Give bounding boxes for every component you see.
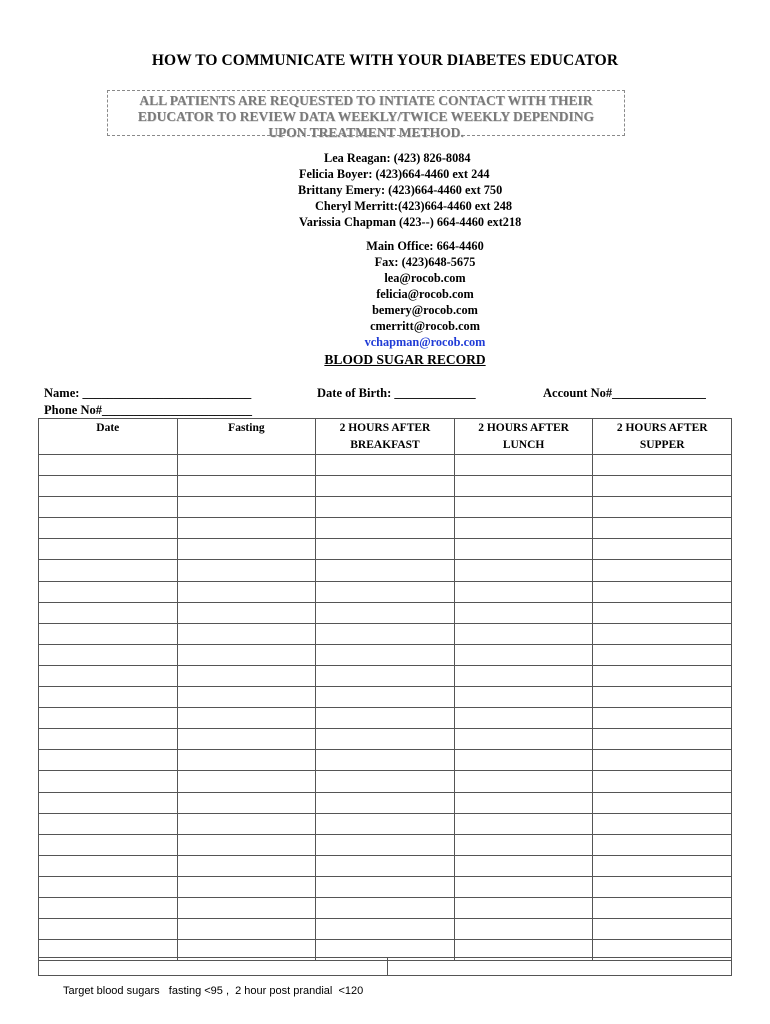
- cell-after-lunch[interactable]: [454, 897, 593, 918]
- cell-fasting[interactable]: [177, 897, 316, 918]
- main-office-phone: Main Office: 664-4460: [366, 239, 484, 253]
- cell-after-lunch[interactable]: [454, 813, 593, 834]
- cell-after-lunch[interactable]: [454, 560, 593, 581]
- cell-after-lunch[interactable]: [454, 476, 593, 497]
- cell-fasting[interactable]: [177, 855, 316, 876]
- table-body: [39, 455, 732, 961]
- cell-fasting[interactable]: [177, 919, 316, 940]
- cell-after-lunch[interactable]: [454, 708, 593, 729]
- notice-line-2: EDUCATOR TO REVIEW DATA WEEKLY/TWICE WEEKLY DEPENDING: [137, 109, 595, 124]
- dob-field[interactable]: Date of Birth: _____________: [317, 386, 476, 400]
- cell-after-breakfast[interactable]: [316, 497, 455, 518]
- cell-fasting[interactable]: [177, 665, 316, 686]
- table-row: [39, 665, 732, 686]
- table-row: [39, 644, 732, 665]
- table-row: [39, 518, 732, 539]
- table-row: [39, 539, 732, 560]
- cell-fasting[interactable]: [177, 518, 316, 539]
- cell-after-lunch[interactable]: [454, 855, 593, 876]
- cell-date[interactable]: [39, 813, 178, 834]
- cell-after-supper[interactable]: [593, 708, 732, 729]
- table-footer-row: [39, 958, 732, 976]
- cell-after-lunch[interactable]: [454, 834, 593, 855]
- table-row: [39, 497, 732, 518]
- notice-box: [107, 90, 625, 140]
- cell-fasting[interactable]: [177, 876, 316, 897]
- cell-after-supper[interactable]: [593, 919, 732, 940]
- email-link-vchapman[interactable]: vchapman@rocob.com: [364, 335, 486, 349]
- cell-fasting[interactable]: [177, 750, 316, 771]
- header-after-breakfast: 2 HOURS AFTER BREAKFAST: [316, 419, 455, 455]
- page-title: HOW TO COMMUNICATE WITH YOUR DIABETES EDUCATOR: [151, 52, 619, 69]
- table-row: [39, 834, 732, 855]
- target-blood-sugars-note: Target blood sugars fasting <95 , 2 hour post prandial <120: [63, 985, 364, 997]
- cell-after-lunch[interactable]: [454, 497, 593, 518]
- table-row: [39, 560, 732, 581]
- cell-after-breakfast[interactable]: [316, 687, 455, 708]
- cell-after-supper[interactable]: [593, 897, 732, 918]
- cell-date[interactable]: [39, 518, 178, 539]
- cell-after-lunch[interactable]: [454, 687, 593, 708]
- contact-cheryl-merritt: Cheryl Merritt:(423)664-4460 ext 248: [315, 199, 513, 213]
- table-row: [39, 771, 732, 792]
- cell-after-lunch[interactable]: [454, 750, 593, 771]
- cell-after-lunch[interactable]: [454, 876, 593, 897]
- cell-date[interactable]: [39, 476, 178, 497]
- header-after-supper: 2 HOURS AFTER SUPPER: [593, 419, 732, 455]
- email-lea: lea@rocob.com: [384, 271, 466, 285]
- table-row: [39, 919, 732, 940]
- cell-after-lunch[interactable]: [454, 581, 593, 602]
- cell-date[interactable]: [39, 919, 178, 940]
- cell-fasting[interactable]: [177, 497, 316, 518]
- table-row: [39, 581, 732, 602]
- cell-after-breakfast[interactable]: [316, 897, 455, 918]
- cell-date[interactable]: [39, 644, 178, 665]
- cell-after-lunch[interactable]: [454, 539, 593, 560]
- table-header-row: [39, 419, 732, 455]
- contact-felicia-boyer: Felicia Boyer: (423)664-4460 ext 244: [299, 167, 490, 181]
- table-row: [39, 687, 732, 708]
- cell-fasting[interactable]: [177, 539, 316, 560]
- table-row: [39, 897, 732, 918]
- footer-cell-right[interactable]: [388, 958, 732, 976]
- cell-after-supper[interactable]: [593, 750, 732, 771]
- cell-after-lunch[interactable]: [454, 644, 593, 665]
- name-field[interactable]: Name: ___________________________: [44, 386, 252, 400]
- cell-date[interactable]: [39, 792, 178, 813]
- cell-after-lunch[interactable]: [454, 665, 593, 686]
- cell-after-breakfast[interactable]: [316, 476, 455, 497]
- table-row: [39, 750, 732, 771]
- cell-date[interactable]: [39, 687, 178, 708]
- cell-after-breakfast[interactable]: [316, 581, 455, 602]
- cell-fasting[interactable]: [177, 792, 316, 813]
- cell-fasting[interactable]: [177, 623, 316, 644]
- cell-after-supper[interactable]: [593, 834, 732, 855]
- notice-line-3: UPON TREATMENT METHOD.: [268, 125, 464, 140]
- header-fasting: Fasting: [177, 419, 316, 455]
- header-date: Date: [39, 419, 178, 455]
- table-row: [39, 813, 732, 834]
- cell-after-supper[interactable]: [593, 855, 732, 876]
- cell-date[interactable]: [39, 602, 178, 623]
- fax-number: Fax: (423)648-5675: [374, 255, 476, 269]
- cell-after-supper[interactable]: [593, 729, 732, 750]
- account-field[interactable]: Account No#_______________: [543, 386, 706, 400]
- cell-after-breakfast[interactable]: [316, 729, 455, 750]
- cell-fasting[interactable]: [177, 644, 316, 665]
- cell-after-breakfast[interactable]: [316, 455, 455, 476]
- email-cmerritt: cmerritt@rocob.com: [370, 319, 480, 333]
- cell-date[interactable]: [39, 623, 178, 644]
- cell-after-supper[interactable]: [593, 813, 732, 834]
- cell-after-breakfast[interactable]: [316, 771, 455, 792]
- cell-after-supper[interactable]: [593, 644, 732, 665]
- cell-after-supper[interactable]: [593, 455, 732, 476]
- cell-after-lunch[interactable]: [454, 623, 593, 644]
- cell-date[interactable]: [39, 750, 178, 771]
- table-row: [39, 455, 732, 476]
- cell-after-lunch[interactable]: [454, 455, 593, 476]
- cell-after-supper[interactable]: [593, 560, 732, 581]
- table-row: [39, 476, 732, 497]
- cell-after-lunch[interactable]: [454, 729, 593, 750]
- educator-contacts: [260, 150, 590, 230]
- cell-after-breakfast[interactable]: [316, 518, 455, 539]
- contact-brittany-emery: Brittany Emery: (423)664-4460 ext 750: [298, 183, 503, 197]
- email-felicia: felicia@rocob.com: [376, 287, 474, 301]
- cell-after-lunch[interactable]: [454, 518, 593, 539]
- cell-date[interactable]: [39, 876, 178, 897]
- blood-sugar-table: [38, 418, 732, 961]
- cell-after-supper[interactable]: [593, 792, 732, 813]
- office-info: [290, 238, 560, 350]
- cell-after-lunch[interactable]: [454, 771, 593, 792]
- footer-cell-left[interactable]: [39, 958, 388, 976]
- cell-fasting[interactable]: [177, 813, 316, 834]
- cell-date[interactable]: [39, 581, 178, 602]
- cell-after-breakfast[interactable]: [316, 876, 455, 897]
- cell-after-supper[interactable]: [593, 539, 732, 560]
- cell-after-breakfast[interactable]: [316, 665, 455, 686]
- cell-after-supper[interactable]: [593, 771, 732, 792]
- table-row: [39, 792, 732, 813]
- cell-fasting[interactable]: [177, 581, 316, 602]
- table-row: [39, 623, 732, 644]
- contact-varissia-chapman: Varissia Chapman (423--) 664-4460 ext218: [299, 215, 522, 229]
- cell-after-breakfast[interactable]: [316, 834, 455, 855]
- cell-after-supper[interactable]: [593, 497, 732, 518]
- cell-after-supper[interactable]: [593, 518, 732, 539]
- table-row: [39, 602, 732, 623]
- cell-after-lunch[interactable]: [454, 919, 593, 940]
- cell-after-breakfast[interactable]: [316, 792, 455, 813]
- cell-after-breakfast[interactable]: [316, 539, 455, 560]
- cell-date[interactable]: [39, 708, 178, 729]
- cell-after-breakfast[interactable]: [316, 560, 455, 581]
- cell-date[interactable]: [39, 771, 178, 792]
- cell-after-supper[interactable]: [593, 665, 732, 686]
- notice-line-1: ALL PATIENTS ARE REQUESTED TO INTIATE CONTACT WITH THEIR: [139, 93, 593, 108]
- cell-date[interactable]: [39, 560, 178, 581]
- cell-fasting[interactable]: [177, 708, 316, 729]
- header-after-lunch: 2 HOURS AFTER LUNCH: [454, 419, 593, 455]
- cell-date[interactable]: [39, 665, 178, 686]
- cell-after-lunch[interactable]: [454, 602, 593, 623]
- cell-after-breakfast[interactable]: [316, 750, 455, 771]
- cell-date[interactable]: [39, 834, 178, 855]
- cell-after-supper[interactable]: [593, 687, 732, 708]
- cell-after-breakfast[interactable]: [316, 623, 455, 644]
- cell-after-breakfast[interactable]: [316, 602, 455, 623]
- cell-fasting[interactable]: [177, 687, 316, 708]
- cell-after-breakfast[interactable]: [316, 813, 455, 834]
- table-footer: [38, 957, 732, 976]
- cell-fasting[interactable]: [177, 771, 316, 792]
- table-row: [39, 708, 732, 729]
- table-row: [39, 729, 732, 750]
- cell-after-breakfast[interactable]: [316, 919, 455, 940]
- cell-date[interactable]: [39, 729, 178, 750]
- cell-after-breakfast[interactable]: [316, 708, 455, 729]
- cell-after-supper[interactable]: [593, 876, 732, 897]
- cell-date[interactable]: [39, 855, 178, 876]
- cell-after-supper[interactable]: [593, 623, 732, 644]
- cell-after-supper[interactable]: [593, 581, 732, 602]
- cell-fasting[interactable]: [177, 560, 316, 581]
- cell-after-breakfast[interactable]: [316, 855, 455, 876]
- cell-fasting[interactable]: [177, 602, 316, 623]
- cell-after-supper[interactable]: [593, 476, 732, 497]
- cell-fasting[interactable]: [177, 834, 316, 855]
- record-title: BLOOD SUGAR RECORD: [324, 352, 486, 367]
- cell-date[interactable]: [39, 455, 178, 476]
- email-bemery: bemery@rocob.com: [372, 303, 478, 317]
- cell-after-supper[interactable]: [593, 602, 732, 623]
- cell-date[interactable]: [39, 497, 178, 518]
- table-row: [39, 876, 732, 897]
- cell-date[interactable]: [39, 539, 178, 560]
- phone-field[interactable]: Phone No#________________________: [44, 403, 252, 417]
- contact-lea-reagan: Lea Reagan: (423) 826-8084: [324, 151, 471, 165]
- cell-fasting[interactable]: [177, 729, 316, 750]
- cell-after-breakfast[interactable]: [316, 644, 455, 665]
- cell-after-lunch[interactable]: [454, 792, 593, 813]
- cell-fasting[interactable]: [177, 455, 316, 476]
- cell-fasting[interactable]: [177, 476, 316, 497]
- cell-date[interactable]: [39, 897, 178, 918]
- table-row: [39, 855, 732, 876]
